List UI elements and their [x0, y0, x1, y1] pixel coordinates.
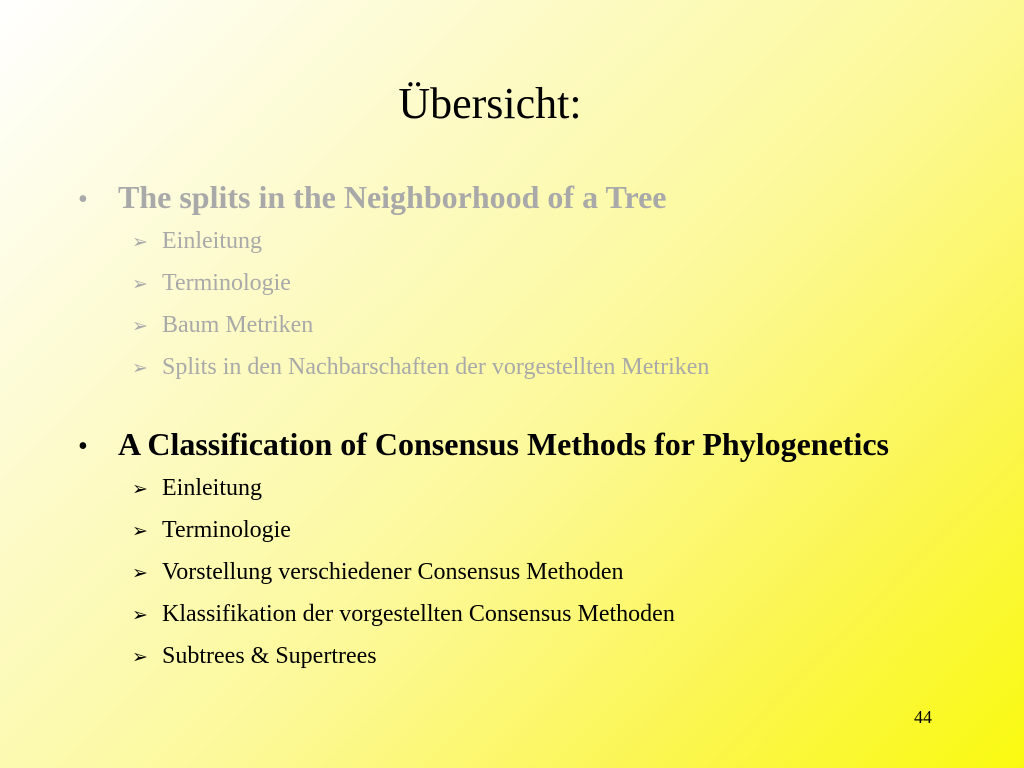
list-item-text: Einleitung [162, 228, 262, 254]
subitem-list [78, 468, 889, 678]
arrow-right-icon: ➢ [132, 604, 148, 626]
section-heading-text: A Classification of Consensus Methods for Phylogenetics [118, 426, 889, 462]
list-item [132, 552, 889, 594]
list-item-text: Terminologie [162, 517, 291, 543]
arrow-right-icon: ➢ [132, 357, 148, 379]
list-item-text: Klassifikation der vorgestellten Consensus Methoden [162, 601, 675, 627]
arrow-right-icon: ➢ [132, 562, 148, 584]
list-item-text: Terminologie [162, 270, 291, 296]
arrow-right-icon: ➢ [132, 520, 148, 542]
bullet-dot-icon: • [78, 431, 88, 462]
list-item [132, 468, 889, 510]
page-number: 44 [914, 707, 932, 727]
list-item [132, 305, 709, 347]
section-heading [78, 423, 889, 468]
list-item [132, 221, 709, 263]
slide-title: Übersicht: [398, 79, 582, 128]
list-item [132, 510, 889, 552]
bullet-dot-icon: • [78, 184, 88, 215]
list-item-text: Vorstellung verschiedener Consensus Methoden [162, 559, 624, 585]
arrow-right-icon: ➢ [132, 315, 148, 337]
arrow-right-icon: ➢ [132, 273, 148, 295]
arrow-right-icon: ➢ [132, 478, 148, 500]
section-heading-text: The splits in the Neighborhood of a Tree [118, 179, 667, 215]
section-consensus-methods [78, 423, 889, 678]
list-item-text: Einleitung [162, 475, 262, 501]
list-item-text: Baum Metriken [162, 312, 314, 338]
arrow-right-icon: ➢ [132, 231, 148, 253]
list-item [132, 636, 889, 678]
section-splits-neighborhood [78, 176, 709, 389]
list-item [132, 347, 709, 389]
section-heading [78, 176, 709, 221]
subitem-list [78, 221, 709, 389]
list-item-text: Splits in den Nachbarschaften der vorgestellten Metriken [162, 354, 710, 380]
arrow-right-icon: ➢ [132, 646, 148, 668]
list-item-text: Subtrees & Supertrees [162, 643, 377, 669]
list-item [132, 263, 709, 305]
list-item [132, 594, 889, 636]
